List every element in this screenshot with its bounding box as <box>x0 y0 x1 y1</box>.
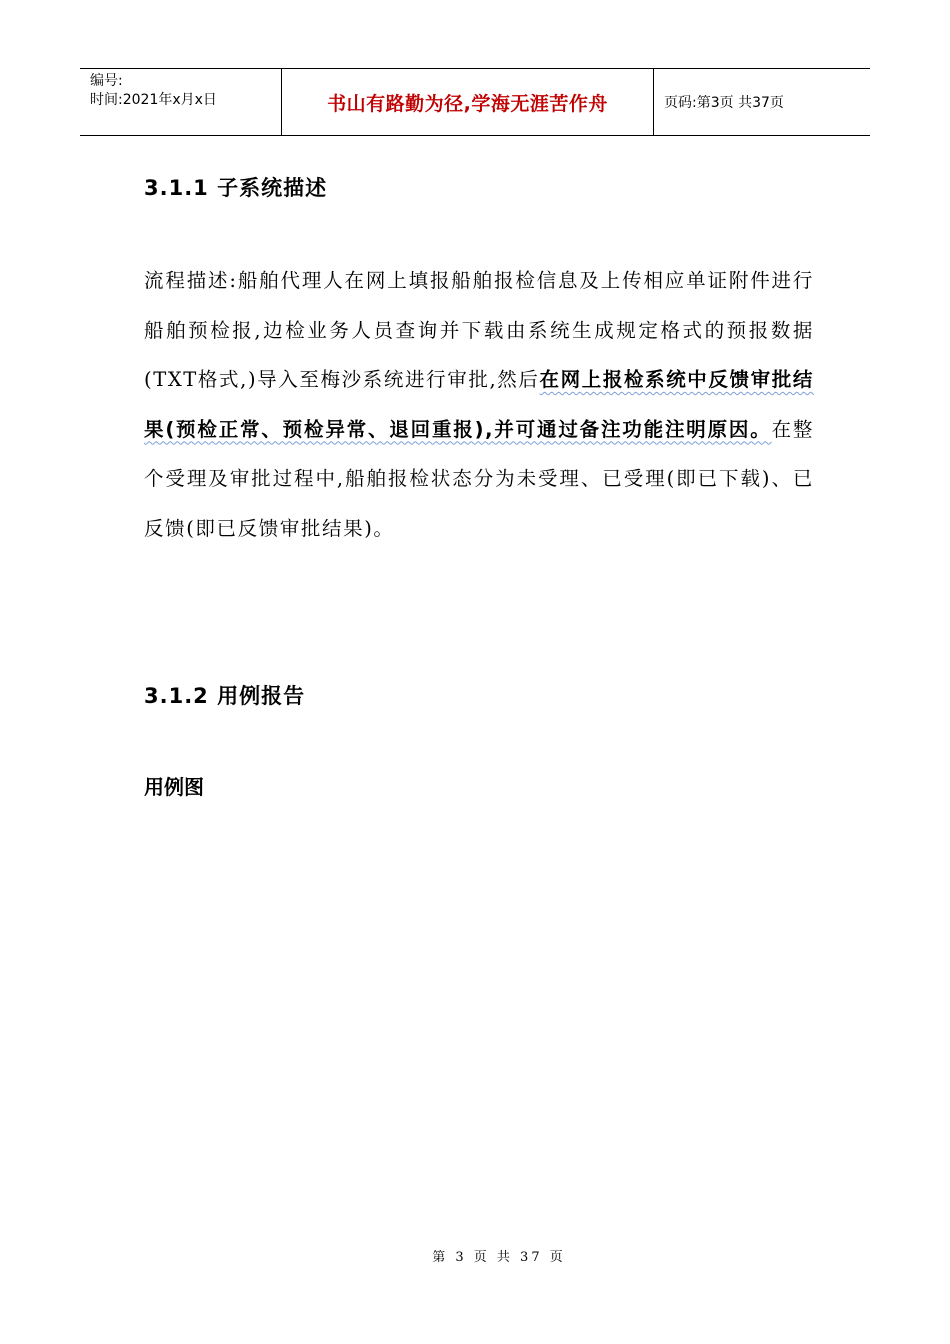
document-header <box>80 68 870 136</box>
use-case-diagram-label: 用例图 <box>144 775 204 799</box>
date-label: 时间:2021年x月x日 <box>90 92 217 108</box>
process-description-paragraph <box>144 256 814 553</box>
header-page-info: 页码:第3页 共37页 <box>664 95 784 111</box>
page-footer: 第 3 页 共 37 页 <box>432 1250 566 1265</box>
paragraph-emphasis: 在网上报检系统中反馈审批结果(预检正常、预检异常、退回重报),并可通过备注功能注明原因。 <box>144 368 814 441</box>
paragraph-text-before: 流程描述:船舶代理人在网上填报船舶报检信息及上传相应单证附件进行船舶预检报,边检业务人员查询并下载由系统生成规定格式的预报数据(TXT格式,)导入至梅沙系统进行审批,然后 <box>144 269 814 391</box>
header-meta-cell <box>80 69 281 135</box>
header-motto: 书山有路勤为径,学海无涯苦作舟 <box>327 92 608 115</box>
section-heading-use-case-report: 3.1.2 用例报告 <box>144 684 306 708</box>
number-label: 编号: <box>90 73 123 89</box>
section-heading-subsystem-description: 3.1.1 子系统描述 <box>144 176 328 200</box>
header-page-cell <box>654 69 870 135</box>
paragraph-text-after: 在整个受理及审批过程中,船舶报检状态分为未受理、已受理(即已下载)、已反馈(即已反馈审批结果)。 <box>144 417 814 540</box>
header-motto-cell <box>281 69 654 135</box>
